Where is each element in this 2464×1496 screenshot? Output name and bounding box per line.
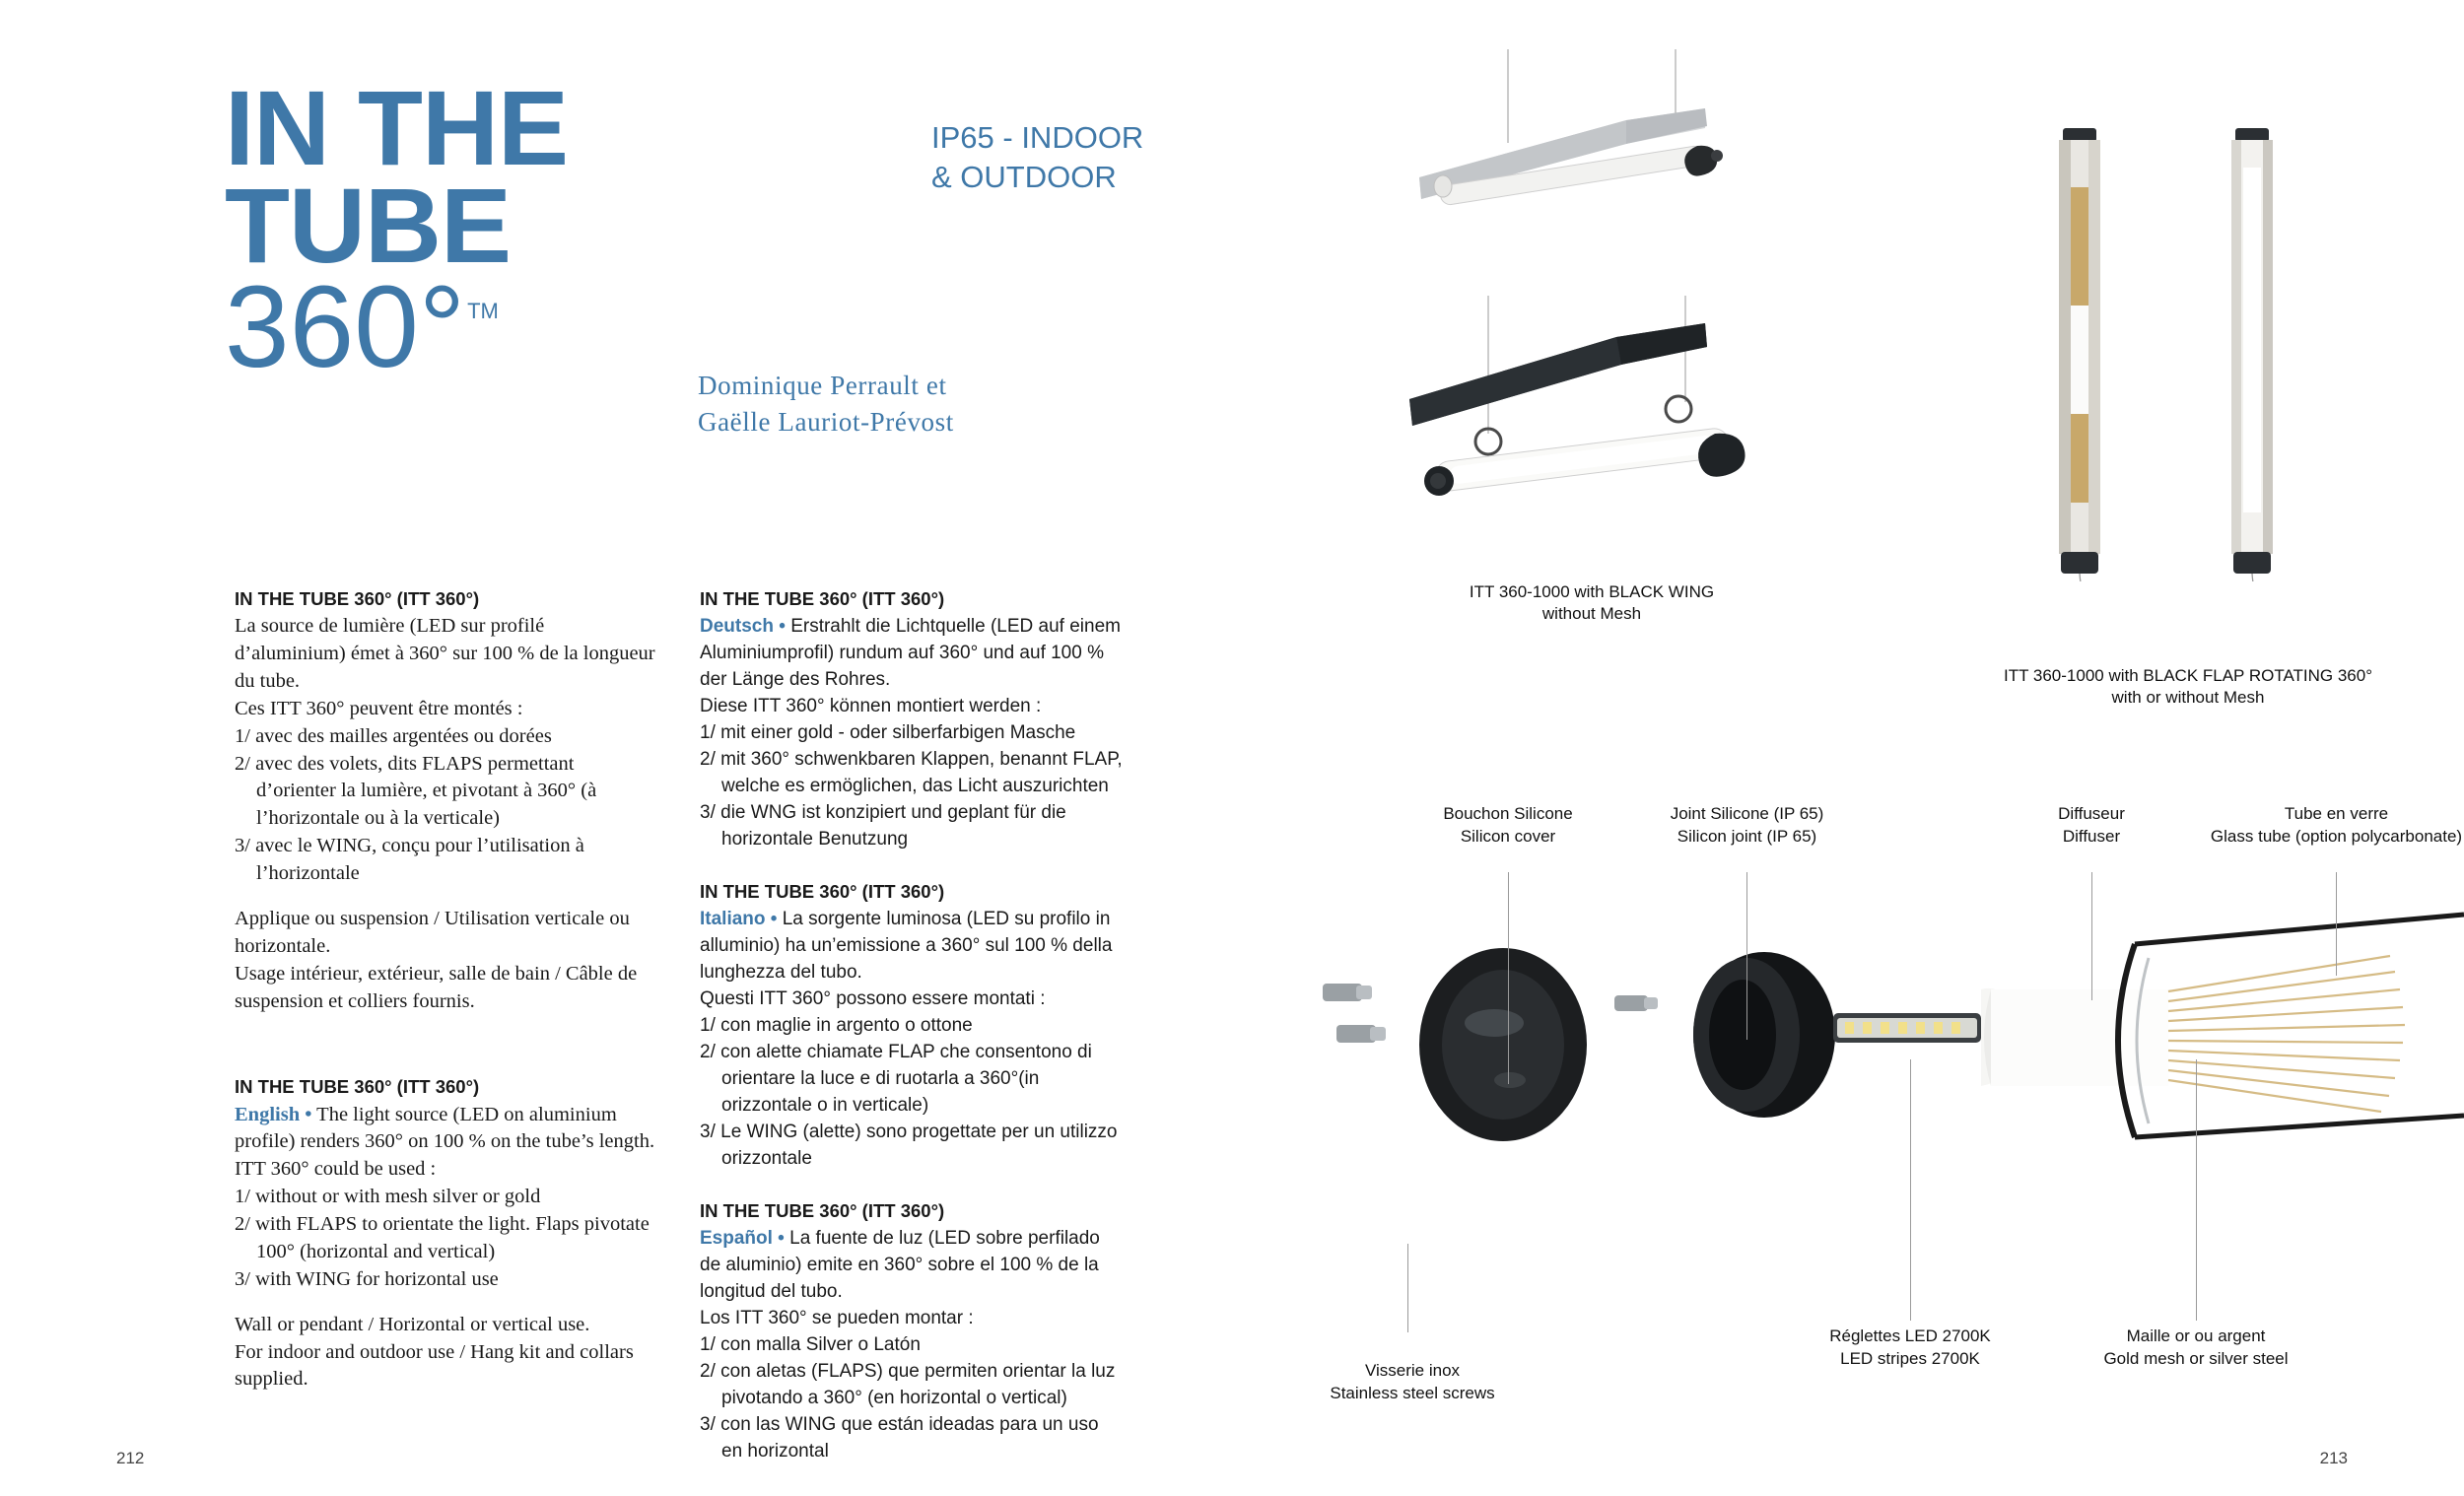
block-espanol-heading: IN THE TUBE 360° (ITT 360°) (700, 1199, 945, 1221)
block-english (235, 1074, 658, 1394)
part-label-silicon-joint (1636, 803, 1858, 849)
leader-silicon-cover (1508, 872, 1509, 1084)
block-espanol-p2: Los ITT 360° se pueden montar : (700, 1308, 974, 1329)
block-english-item-1: 1/ without or with mesh silver or gold (235, 1186, 541, 1208)
part-silicon-cover-en: Silicon cover (1460, 826, 1556, 846)
exploded-view-diagram (1301, 887, 2464, 1340)
figure-caption-wing-line1: ITT 360-1000 with BLACK WING (1469, 582, 1715, 601)
part-screws-en: Stainless steel screws (1330, 1383, 1495, 1402)
block-english-item-2: 2/ with FLAPS to orientate the light. Flaps pivotate 100° (horizontal and vertical) (235, 1213, 650, 1262)
block-deutsch-item-3: 3/ die WNG ist konzipiert und geplant für die horizontale Benutzung (700, 802, 1066, 850)
part-silicon-joint-fr: Joint Silicone (IP 65) (1670, 804, 1824, 823)
leader-diffuser (2091, 872, 2092, 1000)
block-italiano (700, 879, 1124, 1173)
part-diffuser-fr: Diffuseur (2058, 804, 2125, 823)
block-french-p1: La source de lumière (LED sur profilé d’aluminium) émet à 360° sur 100 % de la longueur du tube. (235, 615, 655, 692)
part-label-silicon-cover (1409, 803, 1607, 849)
block-italiano-heading: IN THE TUBE 360° (ITT 360°) (700, 880, 945, 902)
block-italiano-item-3: 3/ Le WING (alette) sono progettate per un utilizzo orizzontale (700, 1122, 1118, 1169)
part-glass-tube-fr: Tube en verre (2284, 804, 2389, 823)
ip-rating-label: IP65 - INDOOR & OUTDOOR (931, 120, 1144, 194)
designer-credit: Dominique Perrault et Gaëlle Lauriot-Prévost (698, 371, 954, 437)
part-silicon-cover-fr: Bouchon Silicone (1443, 804, 1573, 823)
part-glass-tube-en: Glass tube (option polycarbonate) (2210, 826, 2463, 846)
block-english-p1-text: The light source (LED on aluminium profile) renders 360° on 100 % on the tube’s length. (235, 1103, 655, 1153)
title-degrees: 360° (225, 261, 466, 392)
block-french (235, 586, 658, 1015)
block-deutsch (700, 586, 1124, 853)
block-french-p3: Applique ou suspension / Utilisation verticale ou horizontale. (235, 907, 630, 957)
product-photo-black-wing (1380, 296, 1794, 542)
block-italiano-lang: Italiano • (700, 909, 778, 930)
block-english-p4: For indoor and outdoor use / Hang kit and collars supplied. (235, 1340, 634, 1391)
block-english-lang: English • (235, 1103, 312, 1125)
block-deutsch-p2: Diese ITT 360° können montiert werden : (700, 696, 1042, 717)
block-french-heading: IN THE TUBE 360° (ITT 360°) (235, 588, 480, 609)
block-espanol-p1 (700, 1226, 1124, 1306)
block-deutsch-item-1: 1/ mit einer gold - oder silberfarbigen Masche (700, 722, 1076, 744)
block-english-heading: IN THE TUBE 360° (ITT 360°) (235, 1076, 480, 1098)
figure-caption-flap-line1: ITT 360-1000 with BLACK FLAP ROTATING 360° (2003, 666, 2373, 685)
block-espanol-item-3: 3/ con las WING que están ideadas para un uso en horizontal (700, 1413, 1099, 1462)
block-deutsch-lang: Deutsch • (700, 616, 786, 638)
block-italiano-item-2: 2/ con alette chiamate FLAP che consentono di orientare la luce e di ruotarla a 360°(in orizzontale o in verticale) (700, 1042, 1092, 1117)
block-espanol-item-2: 2/ con aletas (FLAPS) que permiten orientar la luz pivotando a 360° (en horizontal o vertical) (700, 1361, 1116, 1409)
page-title (225, 68, 757, 392)
product-photo-silver-wing (1380, 49, 1794, 237)
block-deutsch-item-2: 2/ mit 360° schwenkbaren Klappen, benannt FLAP, welche es ermöglichen, das Licht auszurichten (700, 749, 1123, 797)
figure-caption-wing-line2: without Mesh (1541, 604, 1642, 624)
block-deutsch-p1-text: Erstrahlt die Lichtquelle (LED auf einem Aluminiumprofil) rundum auf 360° und auf 100 % der Länge des Rohres. (700, 616, 1121, 691)
folio-left: 212 (116, 1449, 145, 1467)
title-line-1: IN THE (225, 68, 569, 187)
title-line-2: TUBE (225, 166, 511, 286)
part-led-stripes-en: LED stripes 2700K (1840, 1348, 1980, 1368)
block-english-p2: ITT 360° could be used : (235, 1158, 437, 1181)
block-deutsch-p1 (700, 614, 1124, 694)
block-french-p2: Ces ITT 360° peuvent être montés : (235, 697, 523, 719)
block-espanol (700, 1198, 1124, 1465)
leader-screws (1407, 1244, 1408, 1332)
block-espanol-p1-text: La fuente de luz (LED sobre perfilado de aluminio) emite en 360° sobre el 100 % de la longitud del tubo. (700, 1228, 1100, 1303)
block-italiano-p1-text: La sorgente luminosa (LED su profilo in alluminio) ha un’emissione a 360° sul 100 % della lunghezza del tubo. (700, 909, 1113, 984)
part-mesh-fr: Maille or ou argent (2126, 1326, 2266, 1345)
figure-caption-wing (1400, 581, 1784, 626)
part-mesh-en: Gold mesh or silver steel (2103, 1348, 2289, 1368)
text-column-right (700, 586, 1124, 1465)
block-english-p1 (235, 1102, 658, 1157)
part-label-diffuser (2003, 803, 2180, 849)
part-silicon-joint-en: Silicon joint (IP 65) (1677, 826, 1817, 846)
leader-silicon-joint (1746, 872, 1747, 1040)
block-deutsch-heading: IN THE TUBE 360° (ITT 360°) (700, 588, 945, 609)
block-french-item-1: 1/ avec des mailles argentées ou dorées (235, 724, 552, 747)
leader-mesh (2196, 1059, 2197, 1321)
leader-glass-tube (2336, 872, 2337, 976)
part-label-led-stripes (1802, 1326, 2019, 1371)
text-column-left (235, 586, 658, 1394)
trademark-symbol: TM (467, 298, 499, 323)
folio-right: 213 (2319, 1449, 2348, 1467)
block-italiano-p1 (700, 907, 1124, 986)
block-espanol-item-1: 1/ con malla Silver o Latón (700, 1334, 921, 1356)
product-photo-flap-right (2218, 128, 2287, 581)
figure-caption-flap (1942, 665, 2434, 710)
block-italiano-p2: Questi ITT 360° possono essere montati : (700, 988, 1046, 1010)
product-photo-flap-left (2045, 128, 2114, 581)
block-french-item-3: 3/ avec le WING, conçu pour l’utilisation à l’horizontale (235, 835, 584, 885)
screws-art (1323, 984, 1386, 1043)
part-label-glass-tube (2196, 803, 2464, 849)
block-english-p3: Wall or pendant / Horizontal or vertical use. (235, 1313, 590, 1335)
block-english-item-3: 3/ with WING for horizontal use (235, 1267, 499, 1290)
part-led-stripes-fr: Réglettes LED 2700K (1829, 1326, 1991, 1345)
block-french-p4: Usage intérieur, extérieur, salle de bain / Câble de suspension et colliers fournis. (235, 962, 638, 1012)
block-espanol-lang: Español • (700, 1228, 785, 1250)
block-italiano-item-1: 1/ con maglie in argento o ottone (700, 1015, 973, 1037)
leader-led-stripes (1910, 1059, 1911, 1321)
part-label-mesh (2078, 1326, 2314, 1371)
block-french-item-2: 2/ avec des volets, dits FLAPS permettant d’orienter la lumière, et pivotant à 360° (à l’horizontale ou à la verticale) (235, 752, 597, 830)
part-label-screws (1309, 1360, 1516, 1405)
figure-caption-flap-line2: with or without Mesh (2111, 688, 2265, 708)
part-diffuser-en: Diffuser (2062, 826, 2121, 846)
part-screws-fr: Visserie inox (1364, 1361, 1461, 1380)
